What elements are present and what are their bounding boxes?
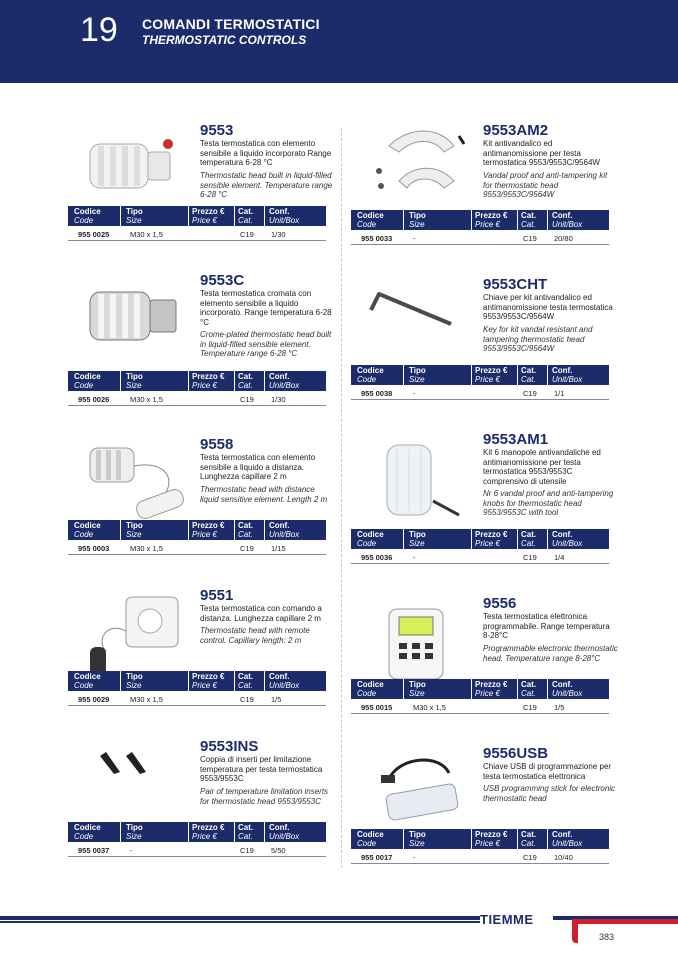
- product-description-it: Testa termostatica con elemento sensibile a liquido incorporato Range temperatura 6-28 °C: [200, 139, 332, 168]
- header-separator: [188, 371, 189, 391]
- product-description-en: Thermostatic head built in liquid-filled sensible element. Temperature range 6-28 °C: [200, 171, 333, 200]
- product-code: 9556USB: [483, 745, 549, 762]
- product-description-en: Vandal proof and anti-tampering kit for thermostatic head 9553/9553C/9564W: [483, 171, 608, 200]
- header-size: Tipo Size: [409, 211, 426, 229]
- brand-logo: TIEMME: [480, 912, 534, 927]
- table-row: [68, 540, 326, 555]
- table-row: [68, 391, 326, 406]
- header-size: Tipo Size: [409, 366, 426, 384]
- product-code: 9558: [200, 436, 234, 453]
- header-separator: [547, 210, 548, 230]
- header-separator: [517, 210, 518, 230]
- table-row: [351, 385, 609, 400]
- header-cat: Cat. Cat.: [238, 521, 254, 539]
- product-image: [76, 126, 186, 211]
- cell-size: -: [413, 234, 416, 243]
- header-cat: Cat. Cat.: [238, 207, 254, 225]
- cell-cat: C19: [240, 230, 254, 239]
- product-code: 9553CHT: [483, 276, 548, 293]
- header-separator: [120, 671, 121, 691]
- table-row: [68, 226, 326, 241]
- header-price: Prezzo € Price €: [475, 680, 508, 698]
- cell-code: 955 0025: [78, 230, 110, 239]
- product-description-it: Testa termostatica con elemento sensibile a liquido a distanza. Lunghezza capillare 2 m: [200, 453, 316, 482]
- header-separator: [403, 210, 404, 230]
- product-description-it: Testa termostatica elettronica programmabile. Range temperatura 8-28°C: [483, 612, 610, 641]
- header-separator: [234, 671, 235, 691]
- cell-conf: 10/40: [554, 853, 573, 862]
- header-separator: [120, 520, 121, 540]
- header-price: Prezzo € Price €: [475, 530, 508, 548]
- product-description-en: Key for kit vandal resistant and tampering thermostatic head 9553/9553C/9564W: [483, 325, 593, 354]
- table-row: [351, 230, 609, 245]
- cell-cat: C19: [240, 846, 254, 855]
- cell-cat: C19: [240, 395, 254, 404]
- header-price: Prezzo € Price €: [192, 207, 225, 225]
- header-size: Tipo Size: [126, 672, 143, 690]
- footer-rule: [0, 916, 480, 920]
- product-code: 9553: [200, 122, 234, 139]
- header-separator: [264, 822, 265, 842]
- header-separator: [403, 365, 404, 385]
- header-separator: [517, 529, 518, 549]
- header-separator: [234, 520, 235, 540]
- product-description-en: Programmable electronic thermostatic head. Temperature range 8-28°C: [483, 644, 618, 663]
- product-code: 9556: [483, 595, 517, 612]
- header-separator: [234, 371, 235, 391]
- cell-size: -: [413, 553, 416, 562]
- table-header: [351, 829, 609, 849]
- chapter-number: 19: [80, 11, 118, 49]
- header-separator: [234, 206, 235, 226]
- header-separator: [264, 206, 265, 226]
- header-separator: [403, 529, 404, 549]
- product-description-it: Kit 6 manopole antivandaliche ed antimanomissione per testa termostatica 9553/9553C comprensivo di utensile: [483, 448, 601, 486]
- header-separator: [471, 210, 472, 230]
- footer-rule-thin: [0, 921, 480, 923]
- header-separator: [120, 822, 121, 842]
- chapter-title: COMANDI TERMOSTATICI: [142, 16, 320, 32]
- header-price: Prezzo € Price €: [192, 372, 225, 390]
- cell-size: M30 x 1,5: [130, 695, 163, 704]
- header-separator: [471, 365, 472, 385]
- product-description-en: Crome-plated thermostatic head built in liquid-filled sensible element. Temperature range 6-28 °C: [200, 330, 332, 359]
- cell-cat: C19: [523, 553, 537, 562]
- header-code: Codice Code: [74, 372, 101, 390]
- cell-code: 955 0037: [78, 846, 110, 855]
- header-cat: Cat. Cat.: [238, 372, 254, 390]
- cell-size: M30 x 1,5: [130, 395, 163, 404]
- cell-code: 955 0015: [361, 703, 393, 712]
- cell-size: -: [413, 389, 416, 398]
- header-price: Prezzo € Price €: [475, 830, 508, 848]
- product-description-en: USB programming stick for electronic thermostatic head: [483, 784, 616, 803]
- cell-code: 955 0033: [361, 234, 393, 243]
- product-image: [76, 742, 186, 807]
- cell-size: M30 x 1,5: [130, 544, 163, 553]
- header-separator: [264, 371, 265, 391]
- header-size: Tipo Size: [409, 830, 426, 848]
- cell-code: 955 0029: [78, 695, 110, 704]
- header-size: Tipo Size: [409, 530, 426, 548]
- product-code: 9553AM1: [483, 431, 549, 448]
- column-divider: [341, 128, 342, 868]
- table-header: [68, 520, 326, 540]
- header-code: Codice Code: [74, 207, 101, 225]
- header-price: Prezzo € Price €: [192, 521, 225, 539]
- header-code: Codice Code: [74, 823, 101, 841]
- table-header: [351, 529, 609, 549]
- header-separator: [403, 679, 404, 699]
- header-separator: [188, 206, 189, 226]
- product-code: 9553INS: [200, 738, 259, 755]
- header-separator: [471, 829, 472, 849]
- table-row: [68, 842, 326, 857]
- chapter-subtitle: THERMOSTATIC CONTROLS: [142, 33, 307, 47]
- header-code: Codice Code: [357, 211, 384, 229]
- cell-size: -: [130, 846, 133, 855]
- cell-conf: 1/1: [554, 389, 565, 398]
- header-code: Codice Code: [357, 366, 384, 384]
- table-row: [68, 691, 326, 706]
- cell-conf: 1/30: [271, 395, 286, 404]
- header-conf: Conf. Unit/Box: [269, 823, 300, 841]
- table-header: [68, 206, 326, 226]
- cell-cat: C19: [523, 234, 537, 243]
- header-code: Codice Code: [74, 672, 101, 690]
- product-code: 9553AM2: [483, 122, 549, 139]
- table-row: [351, 549, 609, 564]
- product-description-en: Pair of temperature limitation inserts for thermostatic head 9553/9553C: [200, 787, 329, 806]
- header-separator: [188, 671, 189, 691]
- header-conf: Conf. Unit/Box: [269, 672, 300, 690]
- header-conf: Conf. Unit/Box: [269, 207, 300, 225]
- header-cat: Cat. Cat.: [521, 530, 537, 548]
- header-conf: Conf. Unit/Box: [552, 530, 583, 548]
- header-size: Tipo Size: [126, 372, 143, 390]
- cell-cat: C19: [240, 695, 254, 704]
- header-cat: Cat. Cat.: [521, 830, 537, 848]
- cell-conf: 1/30: [271, 230, 286, 239]
- header-separator: [188, 520, 189, 540]
- header-code: Codice Code: [357, 830, 384, 848]
- header-code: Codice Code: [357, 530, 384, 548]
- header-conf: Conf. Unit/Box: [552, 830, 583, 848]
- cell-size: M30 x 1,5: [413, 703, 446, 712]
- header-cat: Cat. Cat.: [521, 211, 537, 229]
- header-separator: [188, 822, 189, 842]
- table-row: [351, 699, 609, 714]
- header-separator: [517, 829, 518, 849]
- header-cat: Cat. Cat.: [521, 366, 537, 384]
- header-separator: [547, 529, 548, 549]
- header-separator: [517, 679, 518, 699]
- header-conf: Conf. Unit/Box: [552, 211, 583, 229]
- header-separator: [120, 206, 121, 226]
- header-price: Prezzo € Price €: [475, 211, 508, 229]
- header-conf: Conf. Unit/Box: [552, 366, 583, 384]
- table-header: [351, 679, 609, 699]
- product-code: 9551: [200, 587, 234, 604]
- product-description-en: Thermostatic head with distance liquid sensitive element. Length 2 m: [200, 485, 328, 504]
- header-conf: Conf. Unit/Box: [269, 372, 300, 390]
- product-description-it: Testa termostatica cromata con elemento sensibile a liquido incorporato. Range temperatura 6-28 °C: [200, 289, 332, 327]
- page-header: [0, 0, 678, 83]
- header-separator: [517, 365, 518, 385]
- cell-conf: 5/50: [271, 846, 286, 855]
- cell-conf: 1/15: [271, 544, 286, 553]
- header-separator: [403, 829, 404, 849]
- product-description-it: Testa termostatica con comando a distanza. Lunghezza capillare 2 m: [200, 604, 322, 623]
- cell-conf: 1/5: [271, 695, 282, 704]
- table-header: [68, 822, 326, 842]
- header-separator: [547, 679, 548, 699]
- header-size: Tipo Size: [126, 521, 143, 539]
- product-description-en: Thermostatic head with remote control. Capillary length: 2 m: [200, 626, 310, 645]
- header-price: Prezzo € Price €: [192, 823, 225, 841]
- cell-size: -: [413, 853, 416, 862]
- cell-size: M30 x 1,5: [130, 230, 163, 239]
- cell-cat: C19: [523, 703, 537, 712]
- header-cat: Cat. Cat.: [238, 672, 254, 690]
- table-header: [351, 365, 609, 385]
- page-number: 383: [599, 932, 615, 942]
- table-header: [68, 671, 326, 691]
- table-header: [351, 210, 609, 230]
- header-separator: [120, 371, 121, 391]
- header-separator: [264, 520, 265, 540]
- cell-conf: 1/5: [554, 703, 565, 712]
- header-cat: Cat. Cat.: [521, 680, 537, 698]
- product-image: [359, 126, 479, 211]
- cell-code: 955 0036: [361, 553, 393, 562]
- header-size: Tipo Size: [409, 680, 426, 698]
- logo-red-hook: [572, 919, 578, 943]
- header-size: Tipo Size: [126, 823, 143, 841]
- cell-cat: C19: [523, 853, 537, 862]
- cell-code: 955 0038: [361, 389, 393, 398]
- header-separator: [234, 822, 235, 842]
- header-size: Tipo Size: [126, 207, 143, 225]
- header-price: Prezzo € Price €: [475, 366, 508, 384]
- product-code: 9553C: [200, 272, 245, 289]
- product-image: [359, 435, 469, 530]
- header-separator: [547, 829, 548, 849]
- product-description-it: Chiave USB di programmazione per testa termostatica elettronica: [483, 762, 612, 781]
- header-conf: Conf. Unit/Box: [269, 521, 300, 539]
- header-code: Codice Code: [357, 680, 384, 698]
- product-description-it: Chiave per kit antivandalico ed antimanomissione testa termostatica 9553/9553C/9564W: [483, 293, 613, 322]
- product-description-it: Coppia di inserti per limitazione temperatura per testa termostatica 9553/9553C: [200, 755, 323, 784]
- cell-conf: 20/80: [554, 234, 573, 243]
- product-image: [359, 280, 469, 345]
- product-description-en: Nr 6 vandal proof and anti-tampering knobs for thermostatic head 9553/9553C with tool: [483, 489, 614, 518]
- cell-code: 955 0003: [78, 544, 110, 553]
- cell-cat: C19: [523, 389, 537, 398]
- cell-conf: 1/4: [554, 553, 565, 562]
- header-separator: [547, 365, 548, 385]
- header-conf: Conf. Unit/Box: [552, 680, 583, 698]
- header-separator: [264, 671, 265, 691]
- logo-red-bar: [572, 919, 678, 924]
- header-cat: Cat. Cat.: [238, 823, 254, 841]
- header-separator: [471, 529, 472, 549]
- product-description-it: Kit antivandalico ed antimanomissione per testa termostatica 9553/9553C/9564W: [483, 139, 600, 168]
- cell-cat: C19: [240, 544, 254, 553]
- cell-code: 955 0017: [361, 853, 393, 862]
- header-separator: [471, 679, 472, 699]
- cell-code: 955 0026: [78, 395, 110, 404]
- header-price: Prezzo € Price €: [192, 672, 225, 690]
- table-header: [68, 371, 326, 391]
- table-row: [351, 849, 609, 864]
- header-code: Codice Code: [74, 521, 101, 539]
- product-image: [76, 276, 186, 361]
